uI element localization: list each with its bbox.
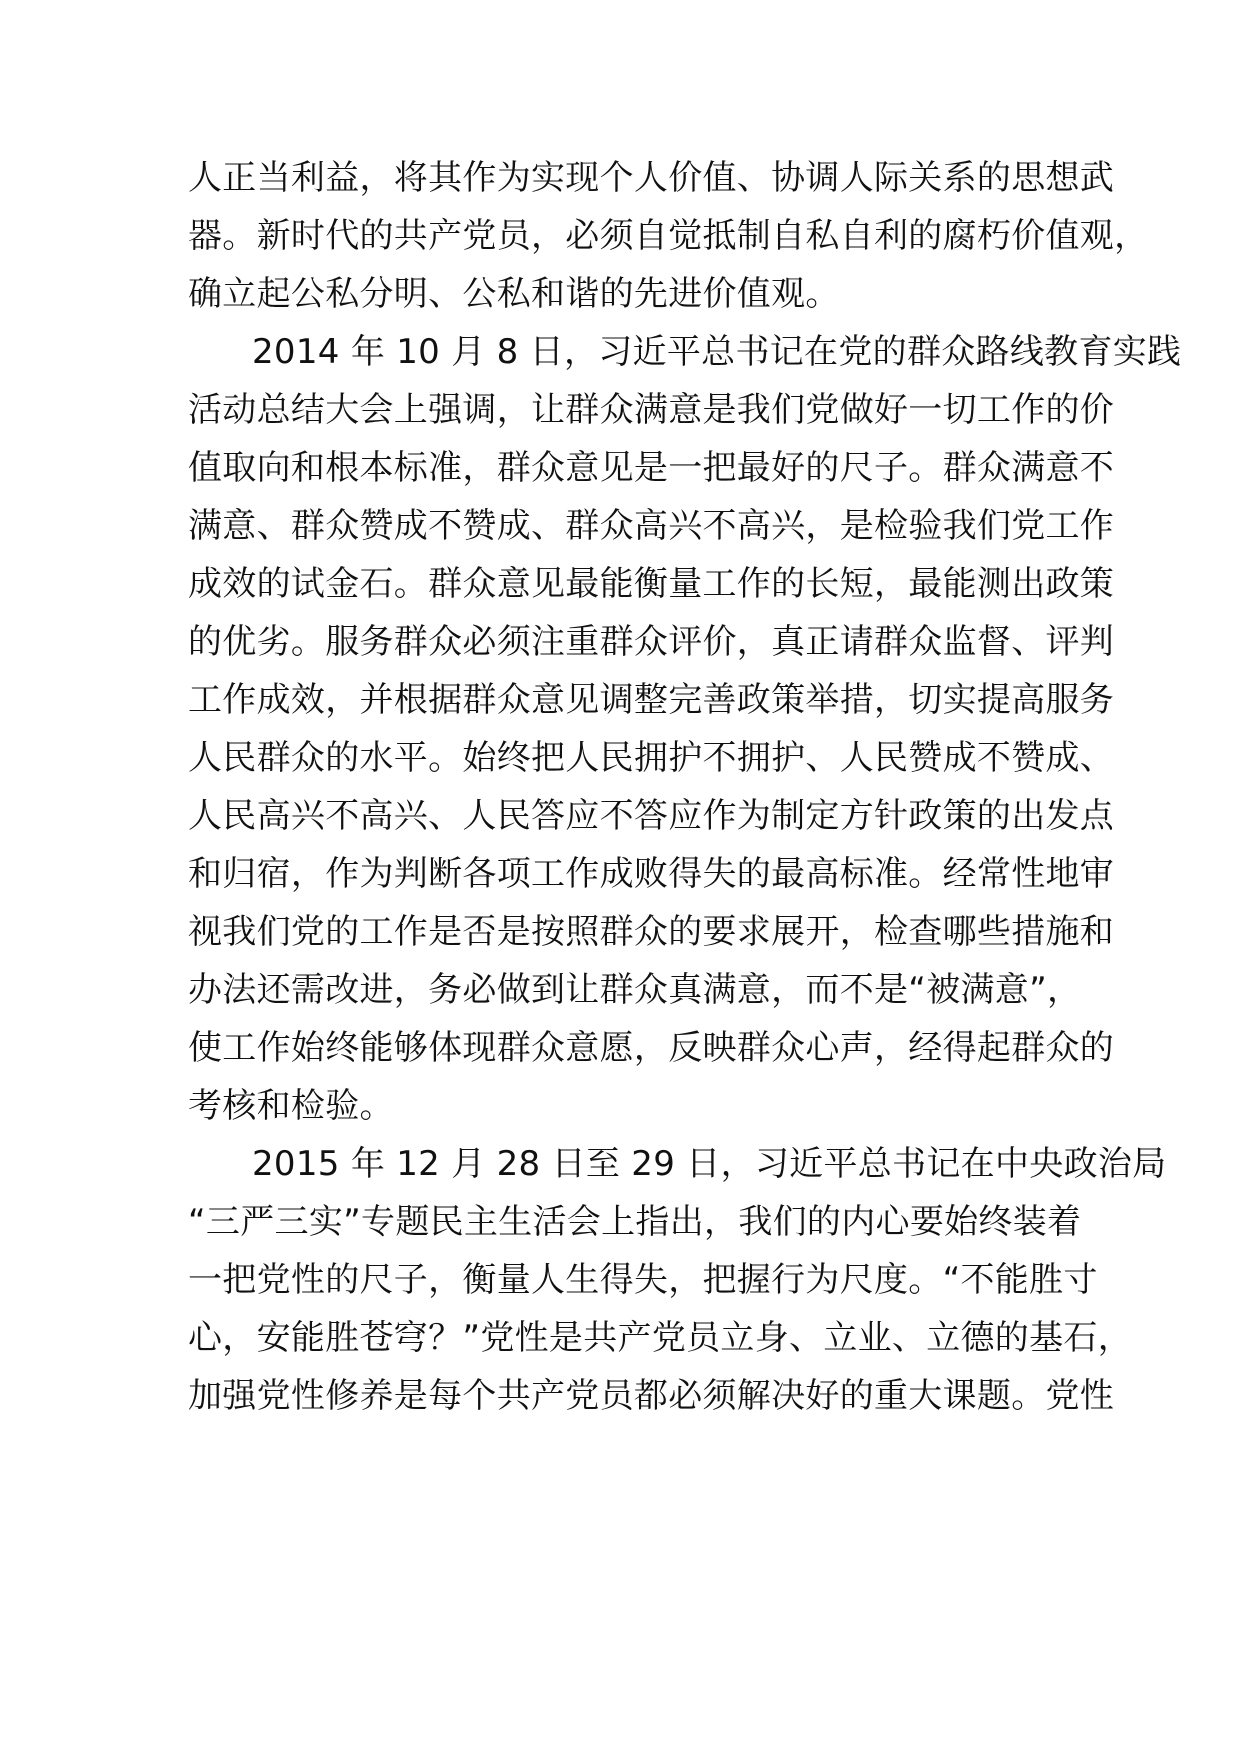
text-line: 确立起公私分明、公私和谐的先进价值观。: [188, 274, 840, 314]
paragraph-start-line: 2014 年 10 月 8 日，习近平总书记在党的群众路线教育实践: [252, 332, 1182, 372]
text-line: 的优劣。服务群众必须注重群众评价，真正请群众监督、评判: [188, 622, 1115, 662]
text-line: 器。新时代的共产党员，必须自觉抵制自私自利的腐朽价值观，: [188, 216, 1149, 256]
text-line: 活动总结大会上强调，让群众满意是我们党做好一切工作的价: [188, 390, 1115, 430]
text-line: 和归宿，作为判断各项工作成败得失的最高标准。经常性地审: [188, 854, 1115, 894]
text-line: 使工作始终能够体现群众意愿，反映群众心声，经得起群众的: [188, 1028, 1115, 1068]
text-line: 加强党性修养是每个共产党员都必须解决好的重大课题。党性: [188, 1376, 1115, 1416]
text-line: “三严三实”专题民主生活会上指出，我们的内心要始终装着: [188, 1202, 1082, 1242]
text-line: 成效的试金石。群众意见最能衡量工作的长短，最能测出政策: [188, 564, 1115, 604]
text-line: 满意、群众赞成不赞成、群众高兴不高兴，是检验我们党工作: [188, 506, 1115, 546]
text-line: 值取向和根本标准，群众意见是一把最好的尺子。群众满意不: [188, 448, 1115, 488]
text-line: 工作成效，并根据群众意见调整完善政策举措，切实提高服务: [188, 680, 1115, 720]
text-line: 视我们党的工作是否是按照群众的要求展开，检查哪些措施和: [188, 912, 1115, 952]
text-line: 人民高兴不高兴、人民答应不答应作为制定方针政策的出发点: [188, 796, 1115, 836]
text-line: 心，安能胜苍穹？”党性是共产党员立身、立业、立德的基石，: [188, 1318, 1133, 1358]
paragraph-start-line: 2015 年 12 月 28 日至 29 日，习近平总书记在中央政治局: [252, 1144, 1167, 1184]
text-line: 考核和检验。: [188, 1086, 394, 1126]
text-line: 一把党性的尺子，衡量人生得失，把握行为尺度。“不能胜寸: [188, 1260, 1098, 1300]
text-line: 人民群众的水平。始终把人民拥护不拥护、人民赞成不赞成、: [188, 738, 1115, 778]
text-line: 办法还需改进，务必做到让群众真满意，而不是“被满意”，: [188, 970, 1082, 1010]
text-line: 人正当利益，将其作为实现个人价值、协调人际关系的思想武: [188, 158, 1115, 198]
